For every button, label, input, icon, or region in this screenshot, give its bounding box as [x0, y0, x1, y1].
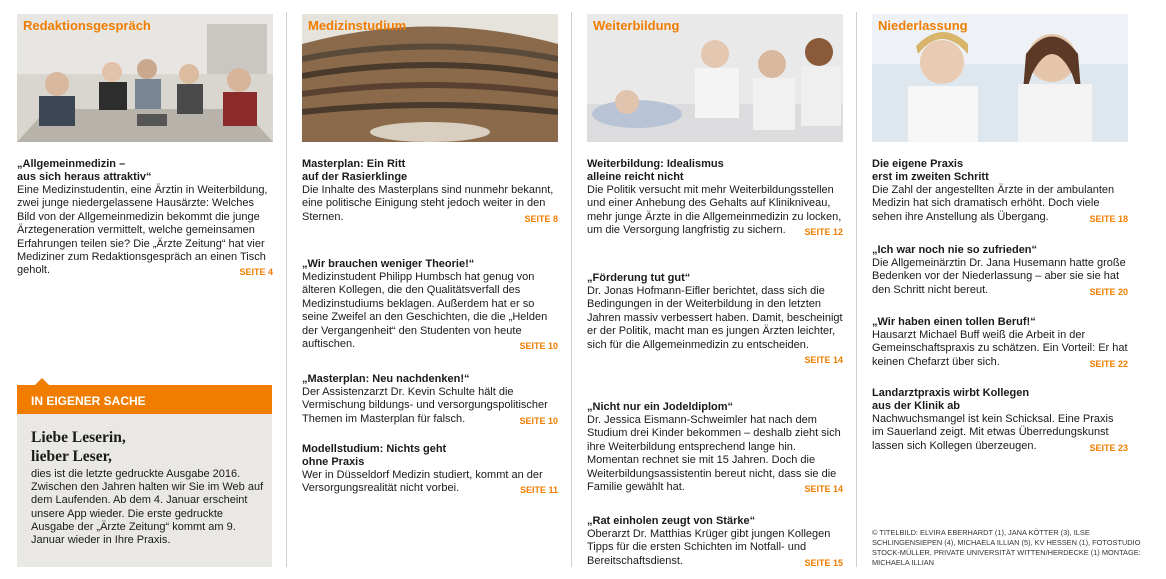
editorial-box-heading-text: IN EIGENER SACHE [31, 394, 146, 408]
article-body [587, 184, 843, 238]
article[interactable] [302, 258, 558, 353]
article-headline: Weiterbildung: Idealismus alleine reicht nicht [587, 158, 724, 183]
article-body-text: Die Allgemeinärztin Dr. Jana Husemann hatte große Bedenken vor der Niederlassung – aber sie sie hat den Schritt nicht bereut. [872, 257, 1126, 296]
article[interactable] [587, 401, 843, 496]
photo-doctors [872, 14, 1128, 142]
editorial-box-heading [17, 385, 272, 414]
article-body-text: Medizinstudent Philipp Humbsch hat genug von älteren Kollegen, die den Qualitätsverfall des Medizinstudiums beklagen. Außerdem hat er so seine Zweifel an den Geschichten, die die „Helden der Vergangenheit“ den Studenten von heute auftischen. [302, 271, 548, 351]
page-reference[interactable]: SEITE 14 [804, 355, 843, 366]
article-body-text: Die Inhalte des Masterplans sind nunmehr bekannt, eine politische Einigung steht jedoch weiter in den Sternen. [302, 184, 554, 223]
article[interactable] [302, 158, 558, 226]
article-headline: „Wir brauchen weniger Theorie!“ [302, 258, 475, 270]
page-reference[interactable]: SEITE 11 [519, 485, 558, 496]
page-reference[interactable]: SEITE 10 [519, 341, 558, 352]
article-body-text: Wer in Düsseldorf Medizin studiert, kommt an der Versorgungsrealität nicht vorbei. [302, 469, 543, 495]
article-body [872, 329, 1128, 369]
page-reference[interactable]: SEITE 10 [519, 415, 558, 426]
article-body-text: Oberarzt Dr. Matthias Krüger gibt jungen Kollegen Tipps für die ersten Schichten im Notfall- und Bereitschaftsdienst. [587, 528, 831, 567]
page-reference[interactable]: SEITE 20 [1089, 286, 1128, 297]
column-separator [571, 12, 572, 567]
article-body-text: Dr. Jonas Hofmann-Eifler berichtet, dass sich die Bedingungen in der Weiterbildung in den letzten Jahren massiv verbessert haben. Damit, bescheinigt er der Politik, macht man es jungen Ärzten leichter, sich für die Allgemeinmedizin zu entscheiden. [587, 285, 843, 351]
article-headline: „Allgemeinmedizin – aus sich heraus attraktiv“ [17, 158, 152, 183]
page-reference[interactable]: SEITE 22 [1089, 358, 1128, 369]
column-medizinstudium [302, 14, 558, 496]
article[interactable] [302, 443, 558, 498]
column-redaktionsgespraech [17, 14, 273, 278]
column-niederlassung [872, 14, 1128, 453]
article-body [872, 413, 1128, 453]
article-body [587, 285, 843, 366]
article-body [872, 257, 1128, 297]
article-body [302, 184, 558, 224]
section-tag: Redaktionsgespräch [23, 18, 151, 33]
section-tag: Weiterbildung [593, 18, 680, 33]
section-tag: Niederlassung [878, 18, 968, 33]
article-headline: „Masterplan: Neu nachdenken!“ [302, 373, 470, 385]
column-separator [856, 12, 857, 567]
article-body [302, 386, 558, 426]
section-tag: Medizinstudium [308, 18, 407, 33]
page-reference[interactable]: SEITE 8 [524, 213, 558, 224]
article-body-text: Eine Medizinstudentin, eine Ärztin in Weiterbildung, zwei junge niedergelassene Hausärzte: Welches Bild von der Allgemeinmedizin bekommt die junge Ärztegeneration vermittelt, welche gemeinsamen Erfahrungen teilen sie? Die „Ärzte Zeitung“ hat vier Mediziner zum Redaktionsgespräch an einen Tisch geholt. [17, 184, 268, 277]
article-body-text: Der Assistenzarzt Dr. Kevin Schulte hält die Vermischung bildungs- und versorgungspolitischer Themen im Masterplan für falsch. [302, 386, 548, 425]
page-reference[interactable]: SEITE 12 [804, 227, 843, 238]
article-headline: Landarztpraxis wirbt Kollegen aus der Klinik ab [872, 387, 1030, 412]
photo-examination [587, 14, 843, 142]
page-reference[interactable]: SEITE 14 [804, 484, 843, 495]
box-notch [35, 378, 49, 385]
article-headline: Modellstudium: Nichts geht ohne Praxis [302, 443, 447, 468]
article[interactable] [302, 373, 558, 428]
article-body [302, 271, 558, 351]
photo-credits: © TITELBILD: ELVIRA EBERHARDT (1), JANA KÖTTER (3), ILSE SCHLINGENSIEPEN (4), MICHAELA ILLIAN (5), KV HESSEN (1), FOTOSTUDIO STOCK-MÜLLER, PRIVATE UNIVERSITÄT WITTEN/HERDECKE (1) MONTAGE: MICHAELA ILLIAN [872, 528, 1141, 567]
column-separator [286, 12, 287, 567]
editorial-box [17, 385, 272, 567]
page-reference[interactable]: SEITE 23 [1089, 442, 1128, 453]
article-body [17, 184, 273, 278]
article[interactable] [872, 244, 1128, 299]
article[interactable] [587, 272, 843, 367]
article-headline: „Rat einholen zeugt von Stärke“ [587, 515, 756, 527]
article-headline: „Nicht nur ein Jodeldiplom“ [587, 401, 734, 413]
article-body [587, 414, 843, 494]
editorial-text: dies ist die letzte gedruckte Ausgabe 2016. Zwischen den Jahren halten wir Sie im Web auf dem Laufenden. Ab dem 4. Januar erscheint unsere App wieder. Die erste gedruckte Ausgabe der „Ärzte Zeitung“ kommt am 9. Januar wieder in Ihre Praxis. [31, 468, 264, 547]
article-headline: „Ich war noch nie so zufrieden“ [872, 244, 1038, 256]
article-body [872, 184, 1128, 224]
article-headline: Masterplan: Ein Ritt auf der Rasierklinge [302, 158, 408, 183]
article-headline: „Wir haben einen tollen Beruf!“ [872, 316, 1036, 328]
article[interactable] [872, 158, 1128, 226]
article[interactable] [872, 387, 1128, 455]
photo-roundtable [17, 14, 273, 142]
article-body-text: Hausarzt Michael Buff weiß die Arbeit in der Gemeinschaftspraxis zu schätzen. Ein Vorteil: Er hat keinen Chefarzt über sich. [872, 329, 1128, 368]
article-body-text: Die Zahl der angestellten Ärzte in der ambulanten Medizin hat sich dramatisch erhöht. Doch viele sehen ihre Anstellung als Übergang. [872, 184, 1115, 223]
article[interactable] [872, 316, 1128, 371]
article[interactable] [587, 158, 843, 240]
article[interactable] [17, 158, 273, 280]
article-body-text: Dr. Jessica Eismann-Schweimler hat nach dem Studium drei Kinder bekommen – deshalb zieht sich ihre Weiterbildung entsprechend lange hin. Momentan rechnet sie mit 15 Jahren. Doch die Weiterbildungsassistentin bereut nicht, dass sie die Familie gewählt hat. [587, 414, 841, 494]
editorial-greeting: Liebe Leserin, lieber Leser, [31, 429, 126, 465]
page-reference[interactable]: SEITE 15 [804, 557, 843, 568]
page-reference[interactable]: SEITE 4 [239, 267, 273, 278]
page-reference[interactable]: SEITE 18 [1089, 213, 1128, 224]
photo-lecture-hall [302, 14, 558, 142]
article-body-text: Nachwuchsmangel ist kein Schicksal. Eine Praxis im Sauerland zeigt. Mit etwas Überredungskunst lassen sich Kollegen überzeugen. [872, 413, 1114, 452]
article[interactable] [587, 515, 843, 570]
article-body-text: Die Politik versucht mit mehr Weiterbildungsstellen und einer Anhebung des Gehalts auf Klinikniveau, mehr junge Ärzte in die Allgemeinmedizin zu locken, um die Versorgung langfristig zu sichern. [587, 184, 842, 237]
article-body [587, 528, 843, 568]
article-headline: „Förderung tut gut“ [587, 272, 691, 284]
column-weiterbildung [587, 14, 843, 568]
article-body [302, 469, 558, 496]
article-headline: Die eigene Praxis erst im zweiten Schritt [872, 158, 989, 183]
